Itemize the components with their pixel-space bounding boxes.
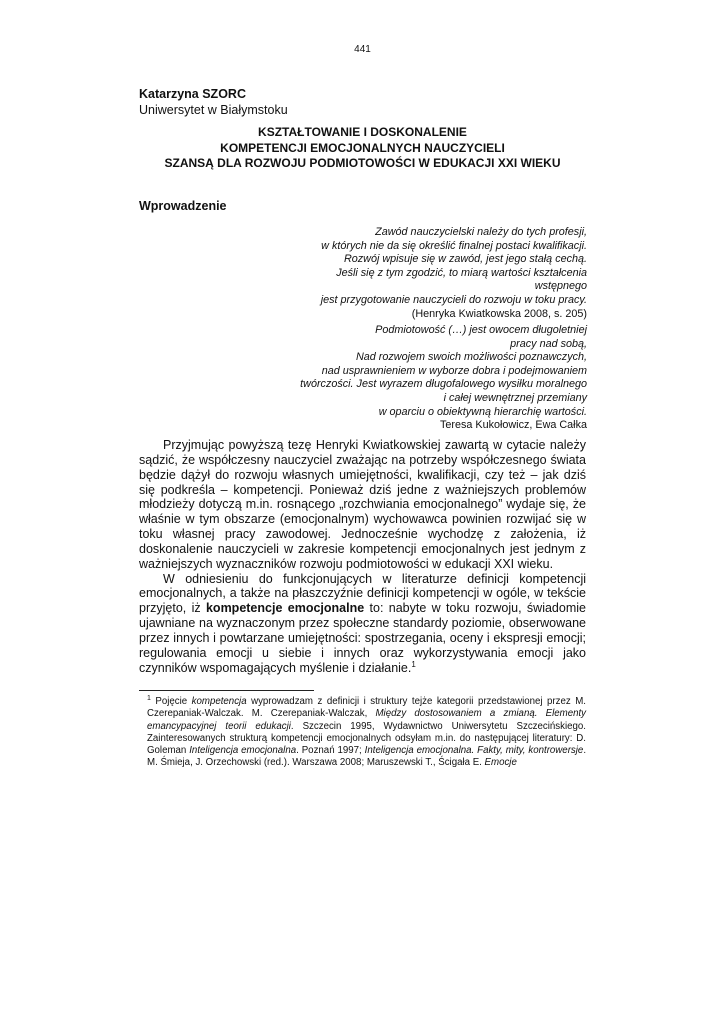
epigraph-line: w których nie da się określić finalnej postaci kwalifikacji. xyxy=(321,239,587,252)
epigraph-1 xyxy=(267,226,587,321)
paper-title xyxy=(139,125,586,172)
paragraph-1: Przyjmując powyższą tezę Henryki Kwiatkowskiej zawartą w cytacie należy sądzić, że współczesny nauczyciel zważając na potrzeby współczesnego świata będzie dążył do rozwoju własnych umiejętności, kwalifikacji, czy też – jak dziś się podkreśla – kompetencji. Ponieważ dziś jedne z ważniejszych problemów młodzieży dotyczą m.in. rosnącego „rozchwiania emocjonalnego” wydaje się, że właśnie w tym obszarze (emocjonalnym) wychowawca powinien rozwijać się w toku własnej pracy zawodowej. Jednocześnie wychodzę z założenia, iż doskonalenie nauczycieli w zakresie kompetencji emocjonalnych jest jednym z ważniejszych wyznaczników rozwoju podmiotowości w edukacji XXI wieku. xyxy=(139,438,586,571)
footnote-italic: kompetencja xyxy=(191,696,247,707)
title-line-2: KOMPETENCJI EMOCJONALNYCH NAUCZYCIELI xyxy=(220,140,505,155)
footnote-text: wyprowadzam z definicji i struktury tejże kategorii przedstawionej przez M. Czerepaniak-Walczak. M. Czerepaniak-Walczak, xyxy=(147,696,586,720)
body-text xyxy=(139,438,586,676)
footnote-text: . M. Śmieja, J. Orzechowski (red.). Warszawa 2008; Maruszewski T., Ścigała E. xyxy=(147,745,587,769)
footnote xyxy=(139,696,586,770)
author-block xyxy=(139,86,288,118)
page-number: 441 xyxy=(354,44,371,55)
title-line-3: SZANSĄ DLA ROZWOJU PODMIOTOWOŚCI W EDUKACJI XXI WIEKU xyxy=(164,156,561,170)
footnote-italic: Inteligencja emocjonalna xyxy=(189,745,297,757)
paragraph-2-text-b: to: nabyte w toku rozwoju, świadomie ujawniane na wyznaczonym przez społeczne standardy poziomie, obserwowane przez innych i powtarzane umiejętności: spostrzegania, oceny i ekspresji emocji; regulowania emocji u siebie i innych oraz wykorzystywania emocji jako czynników wspomagających myślenie i działanie. xyxy=(139,601,586,675)
epigraph-line: nad usprawnieniem w wyborze dobra i podejmowaniem xyxy=(321,364,587,377)
epigraph-source: (Henryka Kwiatkowska 2008, s. 205) xyxy=(411,307,587,320)
footnote-italic: Inteligencja emocjonalna. Fakty, mity, kontrowersje xyxy=(364,745,584,757)
epigraph-line: i całej wewnętrznej przemiany xyxy=(443,391,587,404)
author-affiliation: Uniwersytet w Białymstoku xyxy=(139,103,288,117)
epigraph-line: wstępnego xyxy=(534,280,587,293)
epigraph-line: Jeśli się z tym zgodzić, to miarą wartości kształcenia xyxy=(336,266,587,279)
footnote-reference[interactable]: 1 xyxy=(411,659,416,669)
epigraph-line: Rozwój wpisuje się w zawód, jest jego stałą cechą. xyxy=(343,253,587,266)
bold-term: kompetencje emocjonalne xyxy=(205,601,365,616)
epigraph-source: Teresa Kukołowicz, Ewa Całka xyxy=(439,419,587,432)
footnote-separator xyxy=(139,690,314,691)
author-name: Katarzyna SZORC xyxy=(139,87,246,101)
footnote-text: . Poznań 1997; xyxy=(296,745,365,757)
section-heading: Wprowadzenie xyxy=(139,199,227,213)
epigraph-line: jest przygotowanie nauczycieli do rozwoju w toku pracy. xyxy=(320,293,587,306)
epigraph-line: w oparciu o obiektywną hierarchię wartości. xyxy=(378,405,587,418)
paragraph-2 xyxy=(139,572,586,676)
paragraph-2-text-a: W odniesieniu do funkcjonujących w literaturze definicji kompetencji emocjonalnych, a także na płaszczyźnie definicji kompetencji w ogóle, w tekście przyjęto, iż xyxy=(139,571,586,616)
title-line-1: KSZTAŁTOWANIE I DOSKONALENIE xyxy=(258,125,467,139)
footnote-text: . Szczecin 1995, Wydawnictwo Uniwersytetu Szczecińskiego. Zainteresowanych strukturą kompetencji emocjonalnych odsyłam m.in. do następującej literatury: D. Goleman xyxy=(147,720,586,757)
epigraph-line: twórczości. Jest wyrazem długofalowego wysiłku moralnego xyxy=(300,378,587,391)
footnote-italic: Emocje xyxy=(484,757,517,769)
footnote-italic: Między dostosowaniem a zmianą. Elementy emancypacyjnej teorii edukacji xyxy=(147,708,586,732)
epigraph-line: pracy nad sobą, xyxy=(510,337,587,350)
footnote-text: Pojęcie xyxy=(150,696,192,707)
epigraph-2 xyxy=(267,324,587,433)
epigraph-line: Podmiotowość (…) jest owocem długoletniej xyxy=(375,324,587,336)
epigraph-line: Nad rozwojem swoich możliwości poznawczych, xyxy=(355,351,587,364)
epigraph-line: Zawód nauczycielski należy do tych profesji, xyxy=(375,226,587,238)
footnote-marker: 1 xyxy=(147,694,151,702)
